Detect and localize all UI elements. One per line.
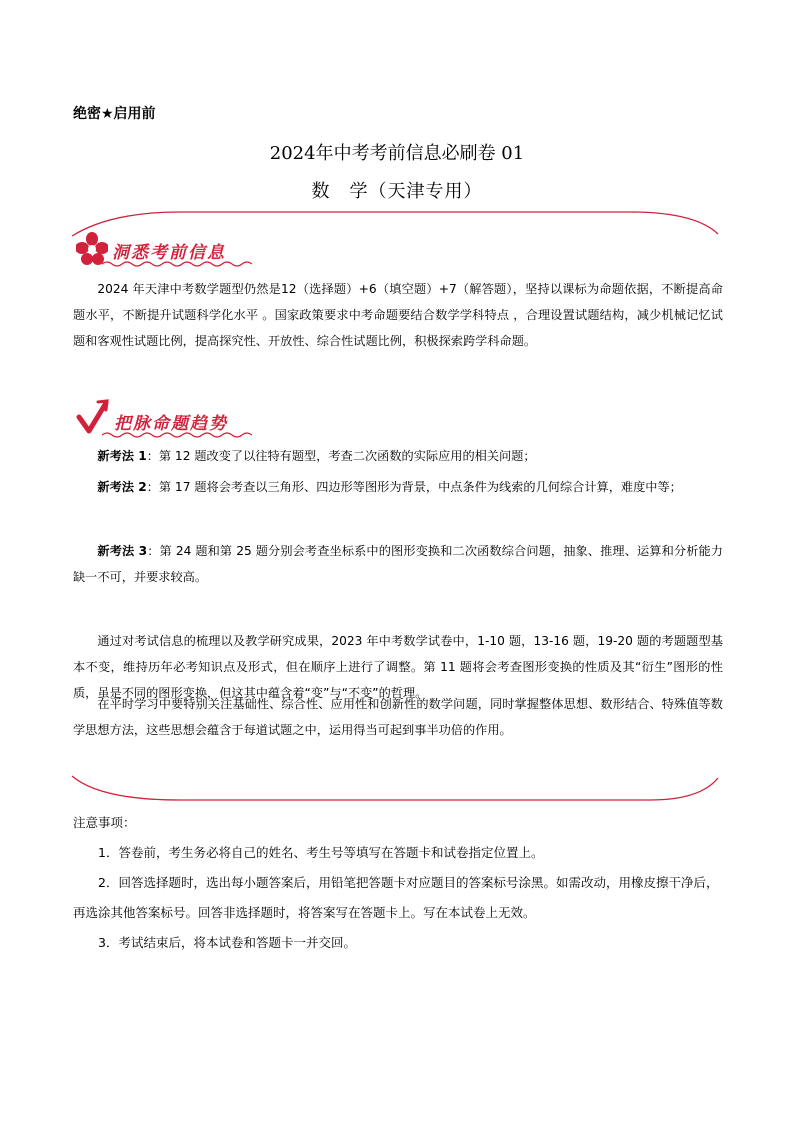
note-item: 2．回答选择题时，选出每小题答案后，用铅笔把答题卡对应题目的答案标号涂黑。如需改动，用橡皮擦干净后，再选涂其他答案标号。回答非选择题时，将答案写在答题卡上。写在本试卷上无效。 [73, 875, 719, 920]
notes-section [73, 808, 723, 958]
new-method-text: ：第 17 题将会考查以三角形、四边形等图形为背景，中点条件为线索的几何综合计算，难度中等； [146, 480, 682, 494]
note-item: 3．考试结束后，将本试卷和答题卡一并交回。 [98, 935, 356, 950]
page-title: 2024年中考考前信息必刷卷 01 [269, 143, 525, 164]
new-method-3 [73, 538, 723, 590]
secret-label: 绝密★启用前 [73, 106, 156, 122]
info-paragraph: 2024 年天津中考数学题型仍然是12（选择题）+6（填空题）+7（解答题），坚持以课标为命题依据，不断提高命题水平，不断提升试题科学化水平 。国家政策要求中考命题要结合数学学科特点 ，合理设置试题结构，减少机械记忆试题和客观性试题比例，提高探究性、开放性、综合性试题比例，积极探索跨学科命题。 [73, 282, 723, 348]
check-arrow-icon [76, 399, 110, 435]
section-trend-heading [76, 397, 276, 439]
trend-paragraph-1: 通过对考试信息的梳理以及教学研究成果，2023 年中考数学试卷中，1-10 题，13-16 题，19-20 题的考题题型基本不变，维持历年必考知识点及形式，但在顺序上进行了调整。第 11 题将会考查图形变换的性质及其“衍生”图形的性质，虽是不同的图形变换，但这其中蕴含着“变”与“不变”的哲理。 [73, 634, 723, 700]
new-method-1 [73, 443, 723, 469]
new-method-text: ：第 24 题和第 25 题分别会考查坐标系中的图形变换和二次函数综合问题，抽象、推理、运算和分析能力缺一不可，并要求较高。 [73, 544, 723, 584]
section-info-title: 洞悉考前信息 [112, 243, 226, 263]
new-method-label: 新考法 2 [97, 480, 147, 494]
trend-paragraph-2: 在平时学习中要特别关注基础性、综合性、应用性和创新性的数学问题，同时掌握整体思想、数形结合、特殊值等数学思想方法，这些思想会蕴含于每道试题之中，运用得当可起到事半功倍的作用。 [73, 697, 723, 737]
new-method-label: 新考法 3 [97, 544, 148, 558]
section-trend-title: 把脉命题趋势 [114, 414, 228, 434]
notes-heading: 注意事项： [73, 815, 136, 830]
new-method-2 [73, 474, 723, 500]
wavy-underline [102, 431, 252, 439]
bottom-arc-divider [70, 772, 720, 804]
section-info-heading [76, 228, 276, 270]
new-method-label: 新考法 1 [97, 449, 147, 463]
wavy-underline [102, 260, 252, 268]
page-subtitle: 数 学（天津专用） [311, 181, 483, 202]
new-method-text: ：第 12 题改变了以往特有题型，考查二次函数的实际应用的相关问题； [146, 449, 536, 463]
note-item: 1．答卷前，考生务必将自己的姓名、考生号等填写在答题卡和试卷指定位置上。 [98, 845, 544, 860]
